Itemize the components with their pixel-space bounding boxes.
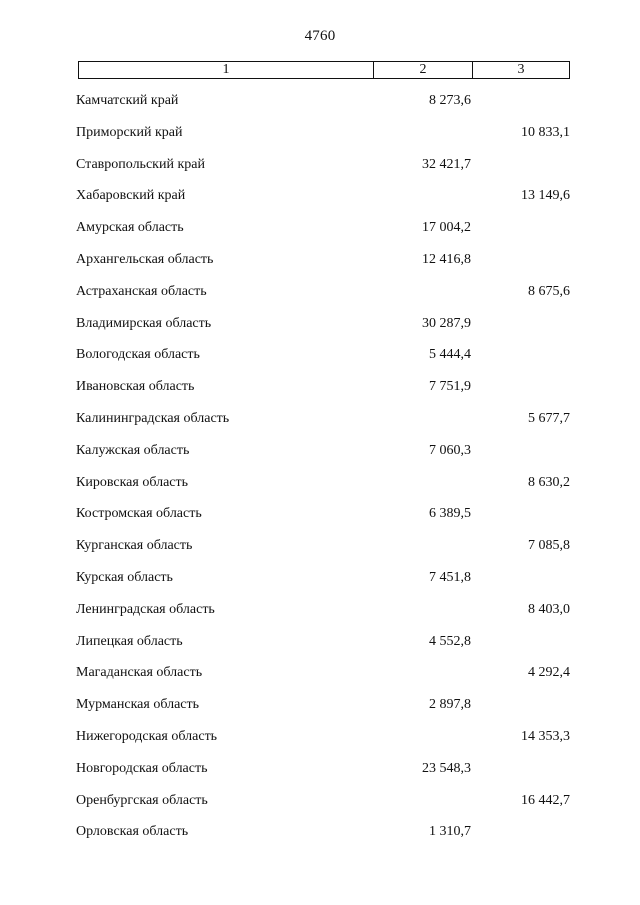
- region-name: Мурманская область: [76, 697, 200, 713]
- region-name: Калининградская область: [76, 410, 230, 426]
- header-cell-2: 2: [374, 62, 473, 78]
- region-name: Астраханская область: [76, 283, 207, 299]
- value-col2: 17 004,2: [422, 220, 471, 236]
- region-name: Калужская область: [76, 442, 190, 458]
- table-row: [0, 757, 640, 789]
- table-body: [0, 89, 640, 852]
- table-row: [0, 630, 640, 662]
- table-row: [0, 184, 640, 216]
- value-col2: 6 389,5: [429, 506, 471, 522]
- table-row: [0, 471, 640, 503]
- value-col2: 23 548,3: [422, 760, 471, 776]
- value-col2: 32 421,7: [422, 156, 471, 172]
- table-row: [0, 789, 640, 821]
- table-row: [0, 407, 640, 439]
- table-row: [0, 502, 640, 534]
- value-col3: 7 085,8: [528, 538, 570, 554]
- table-row: [0, 598, 640, 630]
- table-row: [0, 121, 640, 153]
- value-col2: 12 416,8: [422, 251, 471, 267]
- table-row: [0, 153, 640, 185]
- value-col3: 13 149,6: [521, 188, 570, 204]
- value-col2: 30 287,9: [422, 315, 471, 331]
- header-cell-1: 1: [79, 62, 374, 78]
- page-number: 4760: [304, 28, 336, 44]
- region-name: Вологодская область: [76, 347, 200, 363]
- table-row: [0, 280, 640, 312]
- region-name: Амурская область: [76, 220, 184, 236]
- region-name: Кировская область: [76, 474, 189, 490]
- value-col3: 4 292,4: [528, 665, 570, 681]
- table-row: [0, 693, 640, 725]
- table-row: [0, 343, 640, 375]
- value-col2: 8 273,6: [429, 93, 471, 108]
- value-col2: 7 060,3: [429, 442, 471, 458]
- region-name: Оренбургская область: [76, 792, 208, 808]
- region-name: Архангельская область: [76, 251, 214, 267]
- table-header: [78, 61, 570, 79]
- value-col3: 14 353,3: [521, 728, 570, 744]
- region-name: Приморский край: [76, 124, 183, 140]
- table-row: [0, 725, 640, 757]
- region-name: Орловская область: [76, 824, 189, 840]
- value-col3: 8 630,2: [528, 474, 570, 490]
- region-name: Липецкая область: [76, 633, 183, 649]
- value-col3: 16 442,7: [521, 792, 570, 808]
- region-name: Костромская область: [76, 506, 202, 522]
- value-col2: 7 451,8: [429, 569, 471, 585]
- region-name: Ленинградская область: [76, 601, 215, 617]
- table-row: [0, 661, 640, 693]
- table-row: [0, 534, 640, 566]
- value-col2: 5 444,4: [429, 347, 471, 363]
- region-name: Магаданская область: [76, 665, 203, 681]
- region-name: Владимирская область: [76, 315, 212, 331]
- region-name: Камчатский край: [76, 93, 179, 108]
- region-name: Нижегородская область: [76, 728, 218, 744]
- header-cell-3: 3: [517, 62, 525, 77]
- value-col3: 5 677,7: [528, 410, 570, 426]
- table-row: [0, 89, 640, 121]
- region-name: Курганская область: [76, 538, 193, 554]
- value-col2: 1 310,7: [429, 824, 471, 840]
- value-col3: 10 833,1: [521, 124, 570, 140]
- table-row: [0, 248, 640, 280]
- region-name: Курская область: [76, 569, 173, 585]
- value-col3: 8 403,0: [528, 601, 570, 617]
- table-row: [0, 566, 640, 598]
- value-col3: 8 675,6: [528, 283, 570, 299]
- region-name: Хабаровский край: [76, 188, 186, 204]
- value-col2: 2 897,8: [429, 697, 471, 713]
- region-name: Новгородская область: [76, 760, 208, 776]
- value-col2: 7 751,9: [429, 379, 471, 395]
- table-row: [0, 375, 640, 407]
- region-name: Ивановская область: [76, 379, 195, 395]
- table-row: [0, 439, 640, 471]
- table-row: [0, 820, 640, 852]
- value-col2: 4 552,8: [429, 633, 471, 649]
- region-name: Ставропольский край: [76, 156, 205, 172]
- table-row: [0, 216, 640, 248]
- table-row: [0, 312, 640, 344]
